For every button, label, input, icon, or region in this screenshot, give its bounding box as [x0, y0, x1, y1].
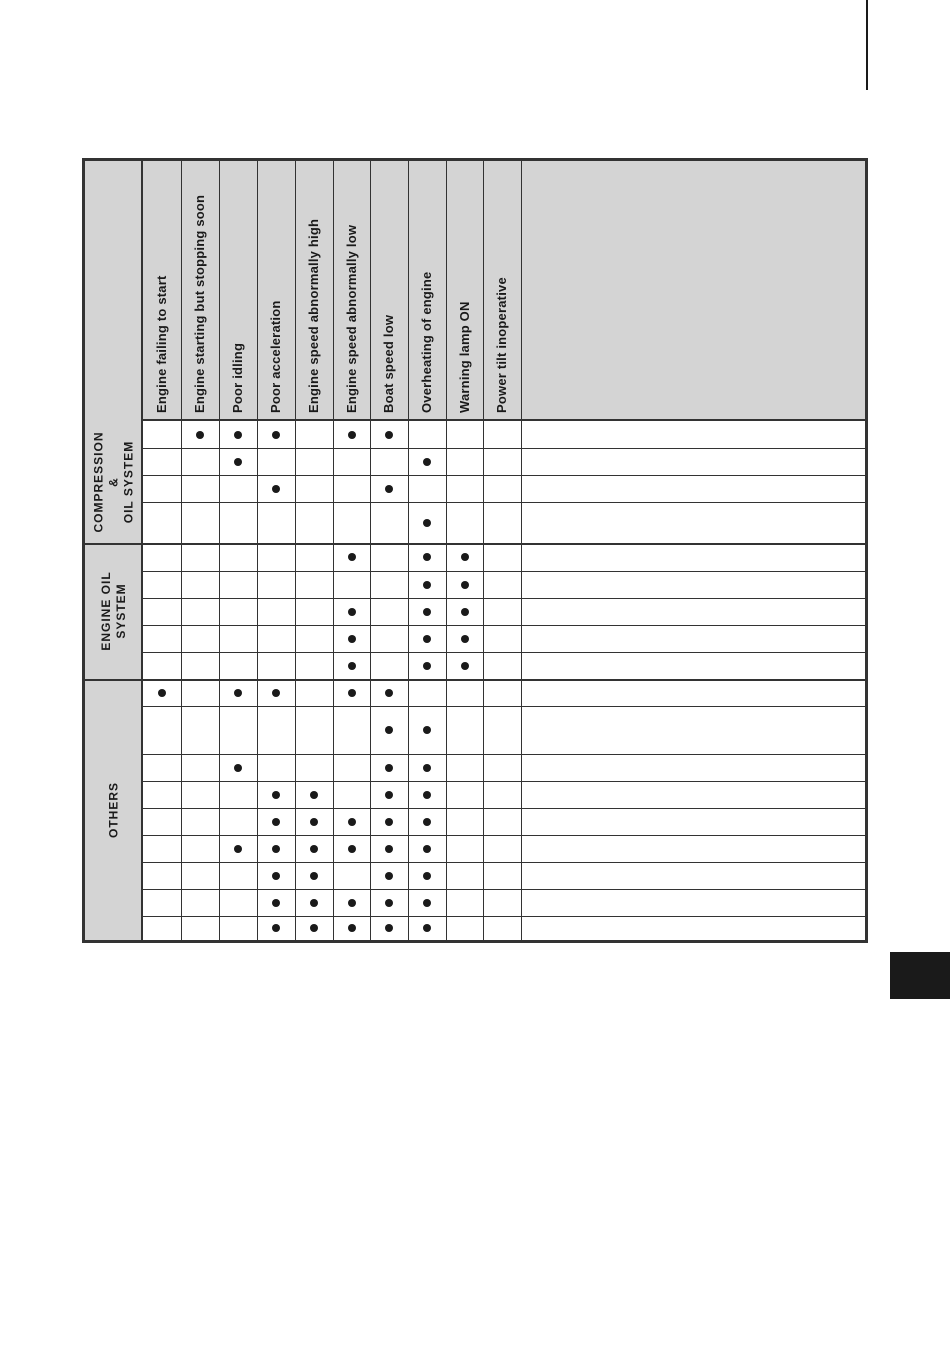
symptom-mark — [423, 924, 431, 932]
section-tab-marker — [890, 952, 950, 999]
group-label-line: OIL SYSTEM — [121, 440, 136, 524]
group-label-line: SYSTEM — [114, 583, 128, 639]
symptom-mark — [423, 635, 431, 643]
row-divider — [143, 808, 865, 809]
column-header-8: Overheating of engine — [419, 271, 434, 413]
troubleshooting-table — [82, 158, 868, 943]
symptom-mark — [348, 899, 356, 907]
column-divider — [257, 161, 258, 940]
row-divider — [143, 598, 865, 599]
column-divider — [483, 161, 484, 940]
symptom-mark — [461, 662, 469, 670]
symptom-mark — [423, 845, 431, 853]
column-divider — [370, 161, 371, 940]
column-divider — [333, 161, 334, 940]
column-header-4: Poor acceleration — [268, 300, 283, 413]
symptom-mark — [385, 431, 393, 439]
symptom-mark — [385, 818, 393, 826]
symptom-mark — [196, 431, 204, 439]
symptom-mark — [461, 553, 469, 561]
symptom-mark — [234, 431, 242, 439]
symptom-mark — [348, 553, 356, 561]
symptom-mark — [310, 791, 318, 799]
symptom-mark — [423, 458, 431, 466]
symptom-mark — [423, 553, 431, 561]
column-divider — [295, 161, 296, 940]
row-divider — [143, 571, 865, 572]
symptom-mark — [385, 726, 393, 734]
symptom-mark — [348, 431, 356, 439]
symptom-mark — [385, 485, 393, 493]
row-divider — [143, 706, 865, 707]
symptom-mark — [158, 689, 166, 697]
symptom-mark — [385, 764, 393, 772]
symptom-mark — [461, 635, 469, 643]
symptom-mark — [310, 872, 318, 880]
column-divider — [521, 161, 522, 940]
symptom-mark — [272, 899, 280, 907]
group-label-line: & — [106, 477, 121, 487]
symptom-mark — [423, 791, 431, 799]
symptom-mark — [272, 485, 280, 493]
group-divider — [85, 543, 865, 545]
symptom-mark — [234, 458, 242, 466]
column-divider — [446, 161, 447, 940]
symptom-mark — [348, 689, 356, 697]
symptom-mark — [385, 845, 393, 853]
group-divider — [85, 679, 865, 681]
row-divider — [143, 862, 865, 863]
column-header-2: Engine starting but stopping soon — [192, 194, 207, 413]
row-divider — [143, 448, 865, 449]
symptom-mark — [348, 924, 356, 932]
symptom-mark — [423, 872, 431, 880]
symptom-mark — [423, 818, 431, 826]
symptom-mark — [348, 608, 356, 616]
column-header-9: Warning lamp ON — [456, 301, 472, 413]
group-label-line: ENGINE OIL — [99, 571, 113, 651]
symptom-mark — [272, 818, 280, 826]
column-header-3: Poor idling — [230, 342, 245, 413]
symptom-mark — [423, 519, 431, 527]
symptom-mark — [385, 791, 393, 799]
symptom-mark — [423, 608, 431, 616]
row-divider — [143, 625, 865, 626]
symptom-mark — [310, 899, 318, 907]
symptom-mark — [310, 924, 318, 932]
row-divider — [143, 475, 865, 476]
top-margin-line — [866, 0, 868, 90]
row-divider — [143, 889, 865, 890]
symptom-mark — [348, 845, 356, 853]
group-label-2 — [99, 571, 129, 650]
symptom-mark — [272, 845, 280, 853]
row-divider — [143, 754, 865, 755]
symptom-mark — [385, 689, 393, 697]
group-label-1 — [92, 431, 137, 532]
symptom-mark — [348, 818, 356, 826]
symptom-mark — [385, 924, 393, 932]
column-divider — [408, 161, 409, 940]
symptom-mark — [272, 924, 280, 932]
column-header-5: Engine speed abnormally high — [306, 218, 321, 413]
symptom-mark — [423, 899, 431, 907]
column-header-1: Engine failing to start — [154, 275, 169, 413]
symptom-mark — [234, 764, 242, 772]
symptom-mark — [348, 662, 356, 670]
symptom-mark — [272, 689, 280, 697]
symptom-mark — [423, 764, 431, 772]
symptom-mark — [272, 872, 280, 880]
row-divider — [143, 652, 865, 653]
symptom-mark — [310, 845, 318, 853]
symptom-mark — [385, 872, 393, 880]
column-header-10: Power tilt inoperative — [494, 277, 509, 413]
column-header-7: Boat speed low — [381, 314, 396, 413]
column-divider — [219, 161, 220, 940]
symptom-mark — [234, 845, 242, 853]
column-divider — [181, 161, 182, 940]
group-label-line: OTHERS — [106, 781, 121, 838]
symptom-mark — [348, 635, 356, 643]
row-divider — [143, 781, 865, 782]
symptom-mark — [461, 581, 469, 589]
group-label-line: COMPRESSION — [91, 431, 106, 533]
symptom-mark — [423, 662, 431, 670]
symptom-mark — [272, 791, 280, 799]
row-divider — [143, 835, 865, 836]
symptom-mark — [310, 818, 318, 826]
symptom-mark — [423, 581, 431, 589]
row-divider — [143, 502, 865, 503]
symptom-mark — [461, 608, 469, 616]
column-header-6: Engine speed abnormally low — [343, 224, 359, 413]
symptom-mark — [385, 899, 393, 907]
symptom-mark — [272, 431, 280, 439]
row-divider — [143, 916, 865, 917]
symptom-mark — [423, 726, 431, 734]
symptom-mark — [234, 689, 242, 697]
group-label-3 — [107, 781, 122, 837]
